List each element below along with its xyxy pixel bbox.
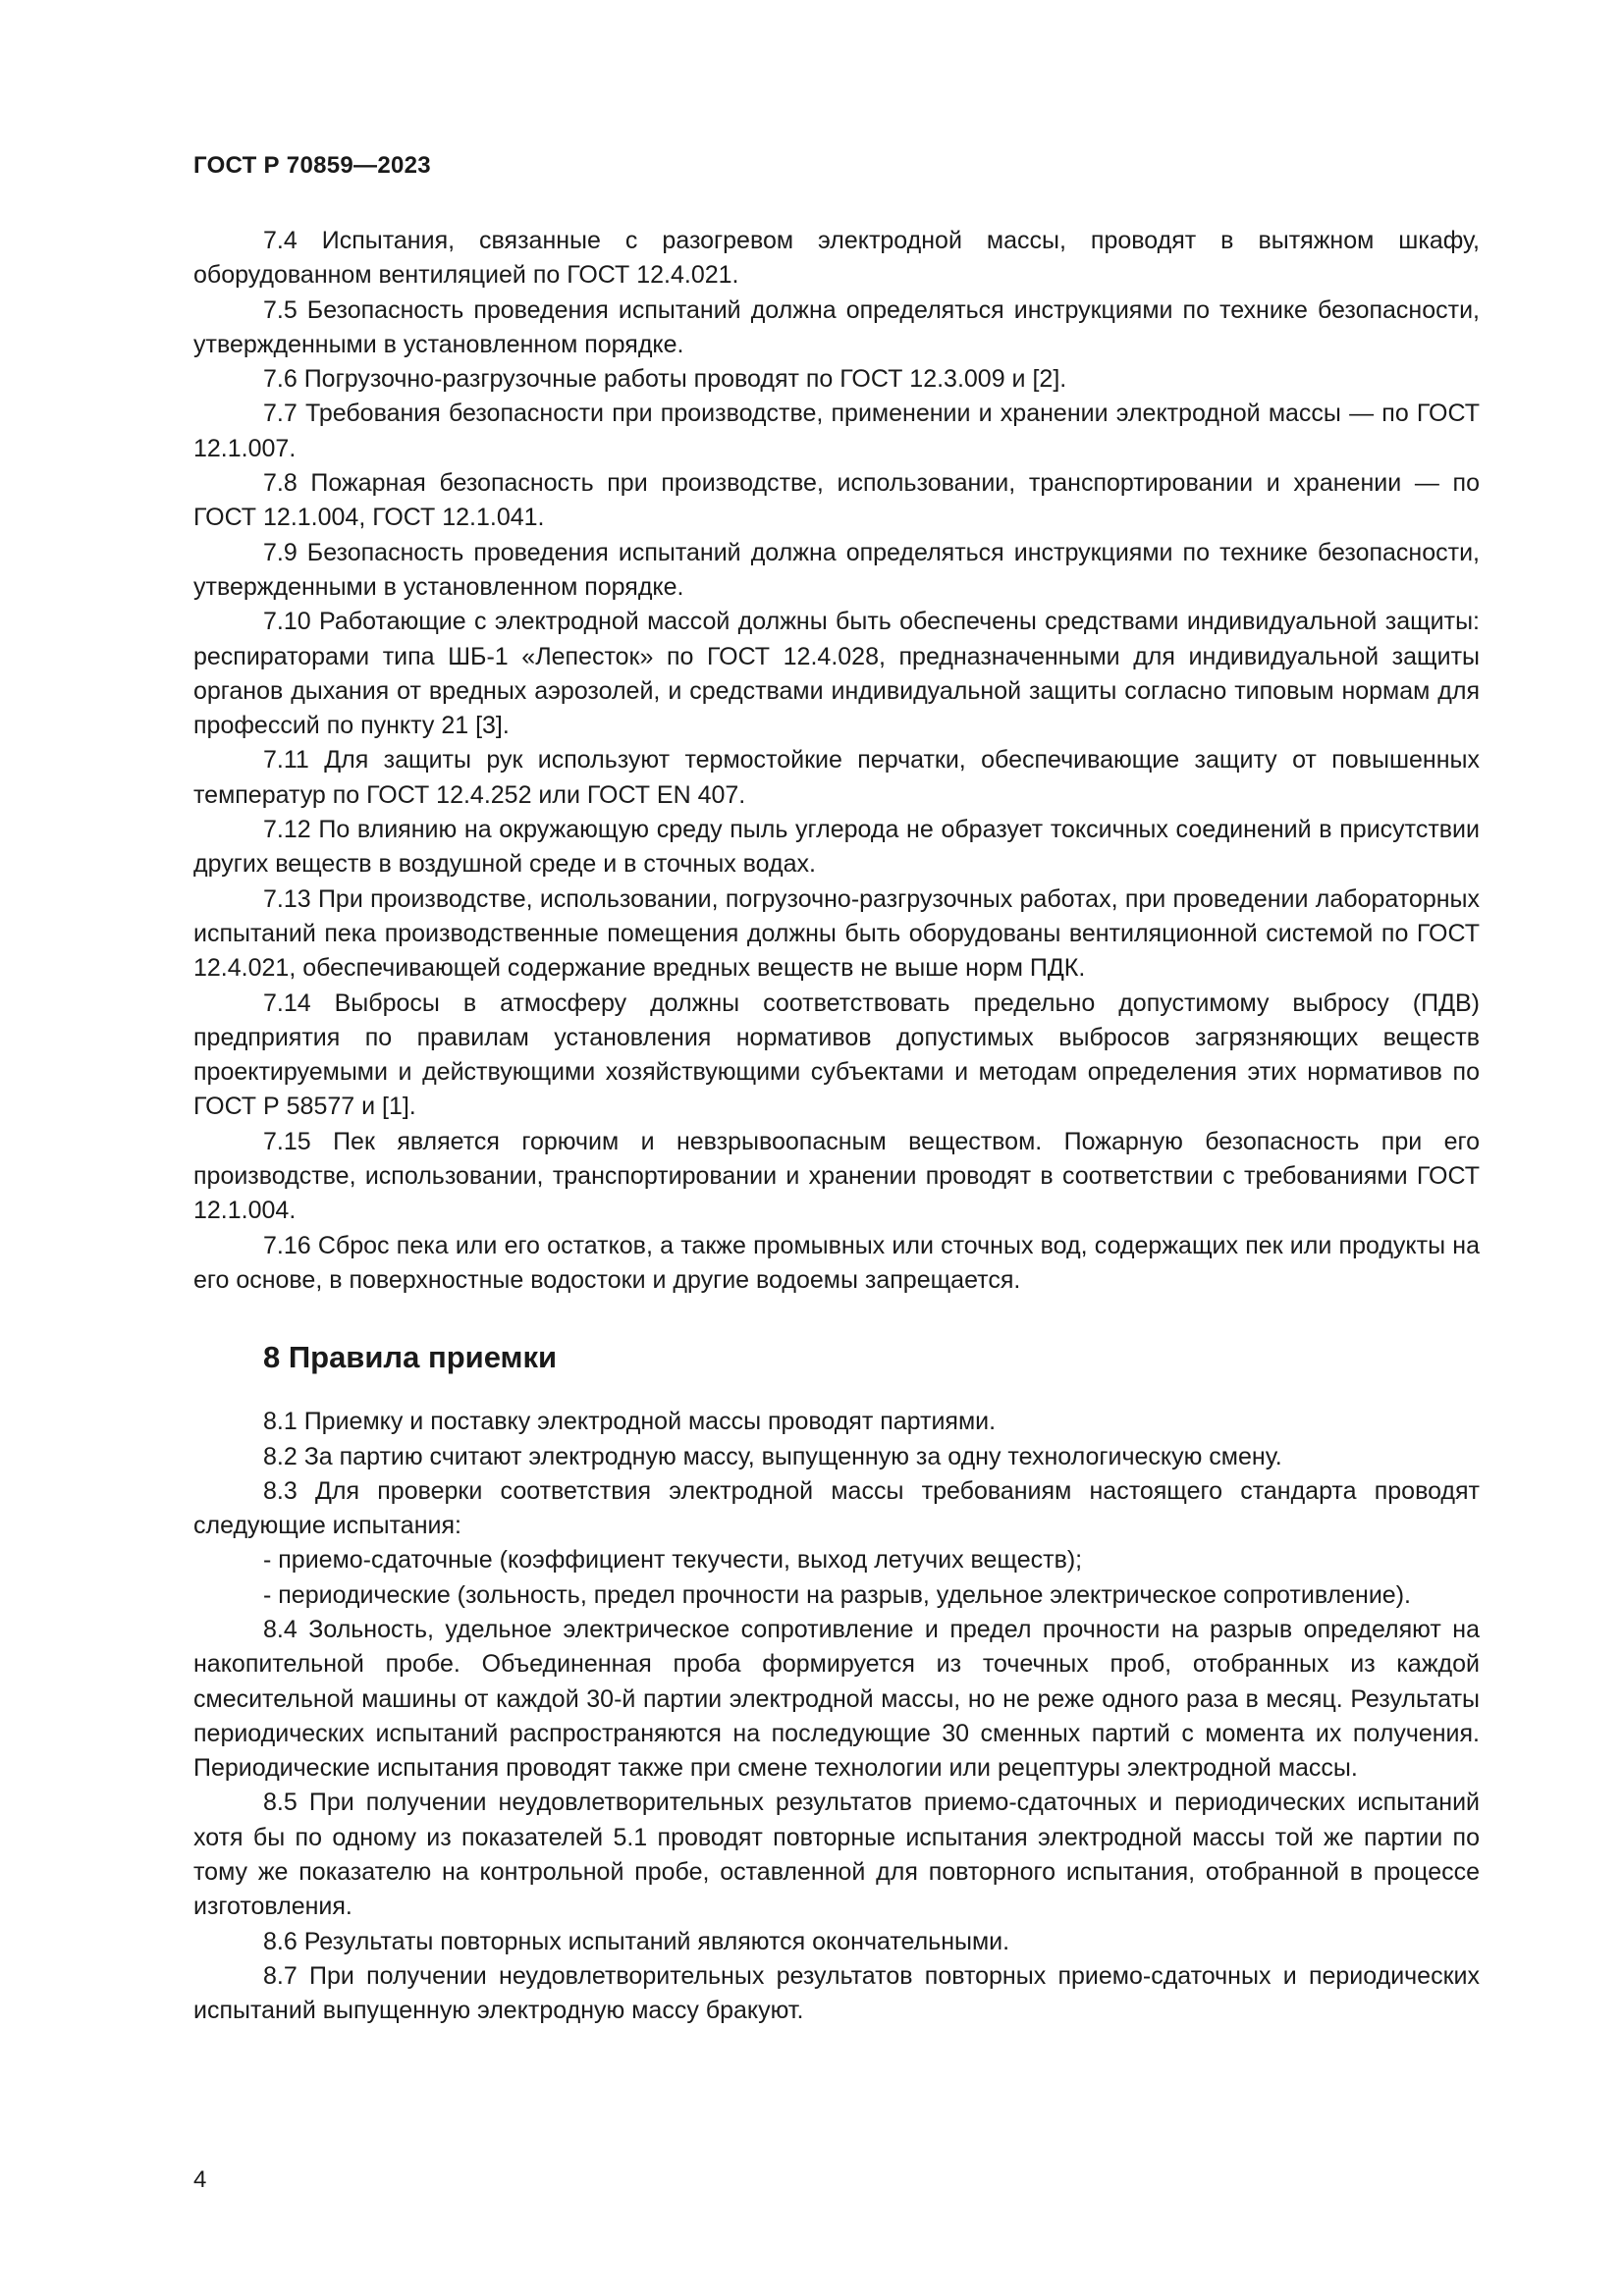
paragraph-7-15: 7.15 Пек является горючим и невзрывоопасным веществом. Пожарную безопасность при его производстве, использовании, транспортировании и хранении проводят в соответствии с требованиями ГОСТ 12.1.004. (193, 1127, 1480, 1225)
paragraph-8-4: 8.4 Зольность, удельное электрическое сопротивление и предел прочности на разрыв определяют на накопительной пробе. Объединенная проба формируется из точечных проб, отобранных из каждой смесительной машины от каждой 30-й партии электродной массы, но не реже одного раза в месяц. Результаты периодических испытаний распространяются на последующие 30 сменных партий с момента их получения. Периодические испытания проводят также при смене технологии или рецептуры электродной массы. (193, 1615, 1480, 1783)
list-item-acceptance-tests: - приемо-сдаточные (коэффициент текучести, выход летучих веществ); (263, 1546, 1083, 1575)
paragraph-7-11: 7.11 Для защиты рук используют термостойкие перчатки, обеспечивающие защиту от повышенных температур по ГОСТ 12.4.252 или ГОСТ EN 407. (193, 746, 1480, 809)
page-number: 4 (193, 2166, 207, 2193)
paragraph-8-1: 8.1 Приемку и поставку электродной массы проводят партиями. (263, 1408, 997, 1436)
paragraph-7-12: 7.12 По влиянию на окружающую среду пыль углерода не образует токсичных соединений в присутствии других веществ в воздушной среде и в сточных водах. (193, 816, 1480, 879)
paragraph-7-9: 7.9 Безопасность проведения испытаний должна определяться инструкциями по технике безопасности, утвержденными в установленном порядке. (193, 538, 1480, 601)
paragraph-7-10: 7.10 Работающие с электродной массой должны быть обеспечены средствами индивидуальной защиты: респираторами типа ШБ-1 «Лепесток» по ГОСТ 12.4.028, предназначенными для индивидуальной защиты органов дыхания от вредных аэрозолей, и средствами индивидуальной защиты согласно типовым нормам для профессий по пункту 21 [3]. (193, 608, 1480, 740)
paragraph-8-2: 8.2 За партию считают электродную массу, выпущенную за одну технологическую смену. (263, 1442, 1282, 1470)
paragraph-7-5: 7.5 Безопасность проведения испытаний должна определяться инструкциями по технике безопасности, утвержденными в установленном порядке. (193, 295, 1480, 358)
paragraph-7-8: 7.8 Пожарная безопасность при производстве, использовании, транспортировании и хранении — по ГОСТ 12.1.004, ГОСТ 12.1.041. (193, 469, 1480, 532)
list-item-periodic-tests: - периодические (зольность, предел прочности на разрыв, удельное электрическое сопротивление). (263, 1580, 1411, 1609)
paragraph-7-13: 7.13 При производстве, использовании, погрузочно-разгрузочных работах, при проведении лабораторных испытаний пека производственные помещения должны быть оборудованы вентиляционной системой по ГОСТ 12.4.021, обеспечивающей содержание вредных веществ не выше норм ПДК. (193, 884, 1480, 983)
paragraph-8-6: 8.6 Результаты повторных испытаний являются окончательными. (263, 1927, 1010, 1955)
paragraph-7-14: 7.14 Выбросы в атмосферу должны соответствовать предельно допустимому выбросу (ПДВ) предприятия по правилам установления нормативов допустимых выбросов загрязняющих веществ проектируемыми и действующими хозяйствующими субъектами и методам определения этих нормативов по ГОСТ Р 58577 и [1]. (193, 988, 1480, 1121)
section-heading: 8 Правила приемки (263, 1340, 558, 1375)
paragraph-8-3: 8.3 Для проверки соответствия электродной массы требованиям настоящего стандарта проводят следующие испытания: (193, 1476, 1480, 1540)
paragraph-7-4: 7.4 Испытания, связанные с разогревом электродной массы, проводят в вытяжном шкафу, оборудованном вентиляцией по ГОСТ 12.4.021. (193, 227, 1480, 290)
paragraph-8-7: 8.7 При получении неудовлетворительных результатов повторных приемо-сдаточных и периодических испытаний выпущенную электродную массу бракуют. (193, 1961, 1480, 2025)
document-code-header: ГОСТ Р 70859—2023 (193, 152, 431, 179)
paragraph-8-5: 8.5 При получении неудовлетворительных результатов приемо-сдаточных и периодических испытаний хотя бы по одному из показателей 5.1 проводят повторные испытания электродной массы той же партии по тому же показателю на контрольной пробе, оставленной для повторного испытания, отобранной в процессе изготовления. (193, 1789, 1480, 1921)
paragraph-7-6: 7.6 Погрузочно-разгрузочные работы проводят по ГОСТ 12.3.009 и [2]. (263, 365, 1067, 394)
paragraph-7-16: 7.16 Сброс пека или его остатков, а также промывных или сточных вод, содержащих пек или продукты на его основе, в поверхностные водостоки и другие водоемы запрещается. (193, 1231, 1480, 1294)
paragraph-7-7: 7.7 Требования безопасности при производстве, применении и хранении электродной массы — по ГОСТ 12.1.007. (193, 400, 1480, 462)
document-body (193, 224, 1480, 2029)
